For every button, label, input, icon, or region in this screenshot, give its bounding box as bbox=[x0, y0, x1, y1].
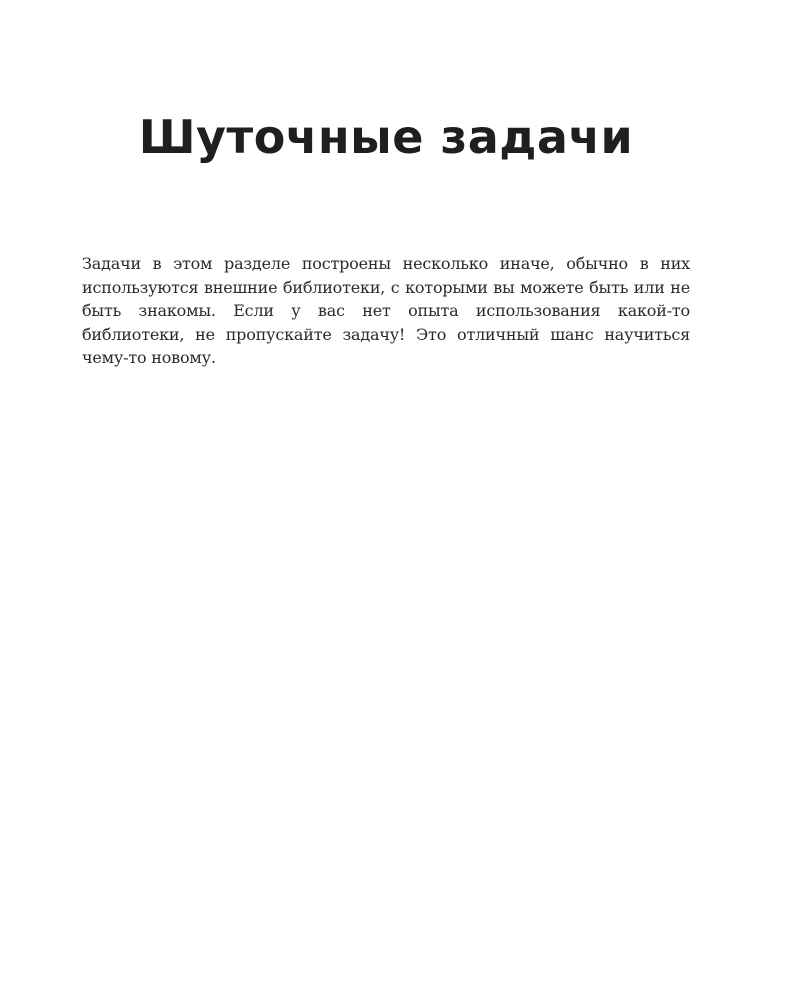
intro-paragraph: Задачи в этом разделе построены несколько иначе, обычно в них используются внешние библиотеки, с которыми вы можете быть или не быть знакомы. Если у вас нет опыта использования какой-то библиотеки, не пропускайте задачу! Это отличный шанс научиться чему-то новому. bbox=[82, 254, 690, 367]
chapter-title: Шуточные задачи bbox=[138, 110, 634, 164]
